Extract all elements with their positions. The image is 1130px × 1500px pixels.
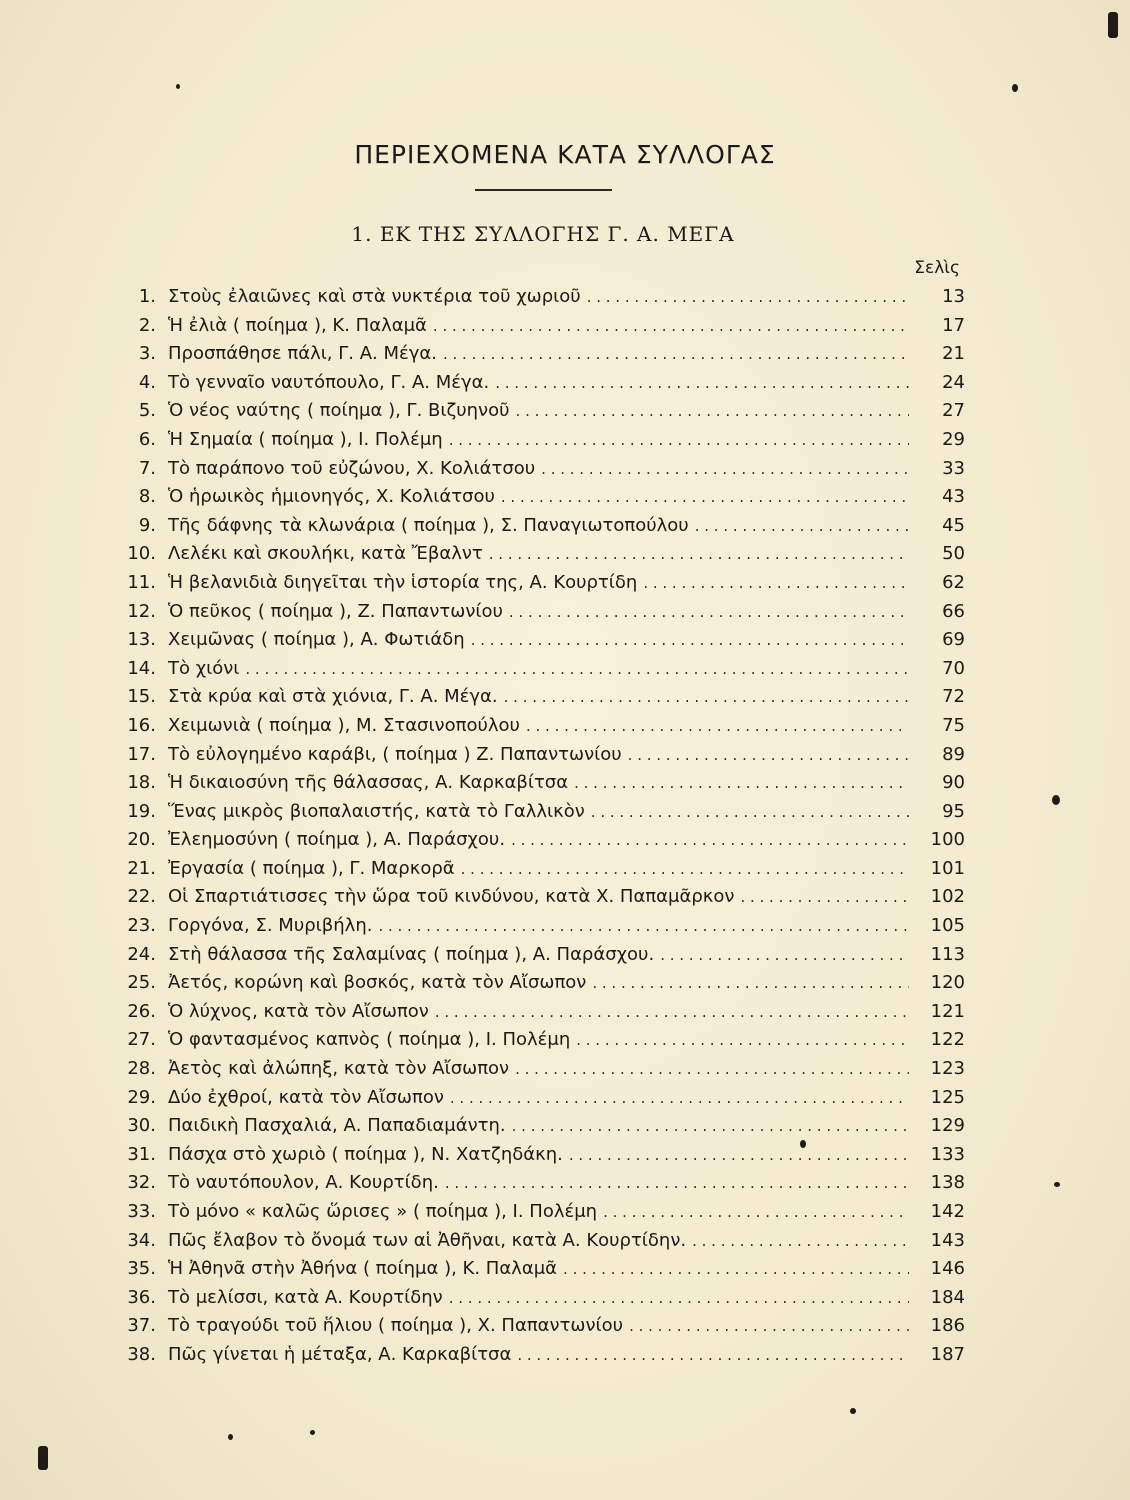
entry-number: 37. [127,1315,156,1337]
entry-number: 2. [138,314,156,336]
entry-number: 30. [127,1115,156,1137]
dot-leader [517,1346,909,1364]
dot-leader [629,1317,909,1335]
entry-title: Τὸ εὐλογημένο καράβι, ( ποίημα ) Ζ. Παπαντωνίου [168,743,622,765]
dot-leader [461,860,909,878]
entry-page-number: 101 [930,857,965,879]
entry-number: 18. [127,772,156,794]
entry-page-number: 100 [930,829,965,851]
dot-leader [516,402,909,420]
toc-entry [110,772,965,801]
entry-page-number: 29 [942,428,965,450]
entry-title: Ἐλεημοσύνη ( ποίημα ), Α. Παράσχου. [168,829,506,851]
toc-entry [110,858,965,887]
entry-number: 22. [127,886,156,908]
entry-number: 7. [138,457,156,479]
entry-page-number: 123 [930,1058,965,1080]
speck [1052,795,1060,805]
dot-leader [587,288,909,306]
title-divider [475,189,612,191]
entry-page-number: 146 [930,1258,965,1280]
entry-page-number: 62 [942,571,965,593]
toc-entry [110,1287,965,1316]
entry-number: 15. [127,686,156,708]
dot-leader [628,746,909,764]
entry-number: 34. [127,1229,156,1251]
dot-leader [471,631,909,649]
entry-title: Ὁ πεῦκος ( ποίημα ), Ζ. Παπαντωνίου [168,600,503,622]
dot-leader [450,1089,909,1107]
entry-number: 19. [127,800,156,822]
entry-number: 13. [127,629,156,651]
dot-leader [563,1260,909,1278]
dot-leader [692,1232,909,1250]
entry-number: 5. [138,400,156,422]
dot-leader [449,431,909,449]
speck [176,84,180,89]
entry-title: Τὸ μόνο « καλῶς ὥρισες » ( ποίημα ), Ι. Πολέμη [168,1201,598,1222]
entry-title: Παιδικὴ Πασχαλιά, Α. Παπαδιαμάντη. [168,1115,506,1137]
dot-leader [435,1003,909,1021]
entry-page-number: 75 [942,714,965,736]
entry-page-number: 27 [942,400,965,422]
entry-page-number: 143 [930,1229,965,1251]
entry-number: 36. [127,1286,156,1308]
toc-entry [110,372,965,401]
entry-number: 31. [127,1143,156,1165]
entry-page-number: 105 [930,915,965,937]
entry-number: 21. [127,857,156,879]
toc-entry [110,1029,965,1058]
toc-entry [110,1144,965,1173]
entry-number: 12. [127,600,156,622]
dot-leader [495,374,909,392]
speck [1054,1182,1060,1187]
entry-title: Ἕνας μικρὸς βιοπαλαιστής, κατὰ τὸ Γαλλικὸν [168,800,585,822]
toc-entry [110,829,965,858]
entry-title: Ἀετὸς καὶ ἀλώπηξ, κατὰ τὸν Αἴσωπον [168,1058,510,1080]
dot-leader [511,831,909,849]
entry-title: Στὴ θάλασσα τῆς Σαλαμίνας ( ποίημα ), Α. Παράσχου. [168,943,655,965]
entry-title: Ἡ Σημαία ( ποίημα ), Ι. Πολέμη [168,428,443,450]
dot-leader [443,345,909,363]
entry-number: 17. [127,743,156,765]
dot-leader [603,1203,909,1221]
toc-entry [110,429,965,458]
dot-leader [541,460,909,478]
entry-page-number: 120 [930,972,965,994]
entry-title: Οἱ Σπαρτιάτισσες τὴν ὥρα τοῦ κινδύνου, κατὰ Χ. Παπαμᾶρκον [168,886,735,908]
toc-entry [110,629,965,658]
entry-title: Πῶς γίνεται ἡ μέταξα, Α. Καρκαβίτσα [168,1343,512,1365]
toc-entry [110,972,965,1001]
entry-page-number: 33 [942,457,965,479]
entry-page-number: 13 [942,286,965,307]
toc-entry [110,286,965,315]
entry-title: Δύο ἐχθροί, κατὰ τὸν Αἴσωπον [168,1086,444,1108]
entry-title: Χειμωνιὰ ( ποίημα ), Μ. Στασινοπούλου [168,714,520,736]
toc-entry [110,1201,965,1230]
toc-entry [110,343,965,372]
dot-leader [512,1117,909,1135]
entry-page-number: 133 [930,1143,965,1165]
entry-title: Ὁ νέος ναύτης ( ποίημα ), Γ. Βιζυηνοῦ [168,400,510,422]
dot-leader [433,317,909,335]
entry-page-number: 129 [930,1115,965,1137]
speck [38,1446,48,1470]
entry-page-number: 113 [930,943,965,965]
dot-leader [695,517,909,535]
entry-title: Ἡ δικαιοσύνη τῆς θάλασσας, Α. Καρκαβίτσα [168,772,569,794]
entry-number: 9. [138,514,156,536]
entry-number: 26. [127,1000,156,1022]
entry-page-number: 187 [930,1343,965,1365]
entry-page-number: 43 [942,486,965,508]
dot-leader [504,688,909,706]
entry-title: Τὸ παράπονο τοῦ εὐζώνου, Χ. Κολιάτσου [168,457,536,479]
entry-page-number: 17 [942,314,965,336]
entry-title: Τὸ γενναῖο ναυτόπουλο, Γ. Α. Μέγα. [168,371,490,393]
speck [1108,12,1118,38]
entry-title: Λελέκι καὶ σκουλήκι, κατὰ Ἔβαλντ [168,543,483,565]
entry-number: 33. [127,1201,156,1222]
speck [850,1408,856,1414]
toc-entry [110,458,965,487]
dot-leader [576,1031,909,1049]
toc-entry [110,1258,965,1287]
entry-page-number: 186 [930,1315,965,1337]
toc-entry [110,486,965,515]
toc-entry [110,658,965,687]
toc-entry [110,1058,965,1087]
entry-number: 24. [127,943,156,965]
entry-number: 14. [127,657,156,679]
entry-page-number: 69 [942,629,965,651]
dot-leader [509,603,909,621]
entry-page-number: 142 [930,1201,965,1222]
entry-number: 1. [138,286,156,307]
entry-title: Τὸ τραγούδι τοῦ ἥλιου ( ποίημα ), Χ. Παπαντωνίου [168,1315,624,1337]
entry-title: Γοργόνα, Σ. Μυριβήλη. [168,915,373,937]
dot-leader [740,888,909,906]
entry-page-number: 121 [930,1000,965,1022]
entry-title: Ἐργασία ( ποίημα ), Γ. Μαρκορᾶ [168,857,455,879]
entry-page-number: 21 [942,343,965,365]
dot-leader [591,803,909,821]
entry-number: 27. [127,1029,156,1051]
toc-entry [110,744,965,773]
toc-entry [110,543,965,572]
entry-page-number: 95 [942,800,965,822]
toc-entry [110,686,965,715]
entry-title: Στοὺς ἐλαιῶνες καὶ στὰ νυκτέρια τοῦ χωριοῦ [168,286,581,307]
entry-title: Ἀετός, κορώνη καὶ βοσκός, κατὰ τὸν Αἴσωπον [168,972,587,994]
entry-number: 29. [127,1086,156,1108]
dot-leader [501,488,909,506]
entry-number: 6. [138,428,156,450]
entry-number: 35. [127,1258,156,1280]
dot-leader [569,1146,909,1164]
entry-number: 11. [127,571,156,593]
toc-entry [110,400,965,429]
entry-page-number: 122 [930,1029,965,1051]
toc-entry [110,1087,965,1116]
entry-number: 32. [127,1172,156,1194]
entry-title: Πῶς ἔλαβον τὸ ὄνομά των αἱ Ἀθῆναι, κατὰ Α. Κουρτίδην. [168,1229,687,1251]
toc-entry [110,1230,965,1259]
entry-page-number: 45 [942,514,965,536]
dot-leader [574,774,909,792]
entry-title: Πάσχα στὸ χωριὸ ( ποίημα ), Ν. Χατζηδάκη. [168,1143,563,1165]
toc-entry [110,515,965,544]
entry-title: Στὰ κρύα καὶ στὰ χιόνια, Γ. Α. Μέγα. [168,686,498,708]
entry-title: Ἡ βελανιδιὰ διηγεῖται τὴν ἱστορία της, Α. Κουρτίδη [168,571,638,593]
entry-title: Τὸ μελίσσι, κατὰ Α. Κουρτίδην [168,1286,443,1308]
entry-page-number: 24 [942,371,965,393]
dot-leader [643,574,909,592]
toc-entry [110,1172,965,1201]
speck [228,1434,233,1440]
entry-page-number: 66 [942,600,965,622]
speck [800,1140,806,1148]
page-title: ΠΕΡΙΕΧΟΜΕΝΑ ΚΑΤΑ ΣΥΛΛΟΓΑΣ [354,140,776,169]
entry-page-number: 90 [942,772,965,794]
entry-title: Ὁ ἡρωικὸς ἡμιονηγός, Χ. Κολιάτσου [168,486,495,508]
toc-entry [110,886,965,915]
entry-number: 10. [127,543,156,565]
entry-number: 25. [127,972,156,994]
toc-entry [110,915,965,944]
dot-leader [445,1174,909,1192]
entry-title: Προσπάθησε πάλι, Γ. Α. Μέγα. [168,343,437,365]
entry-title: Ἡ ἐλιὰ ( ποίημα ), Κ. Παλαμᾶ [168,314,427,336]
toc-entry [110,801,965,830]
entry-number: 8. [138,486,156,508]
speck [1012,84,1018,92]
entry-page-number: 102 [930,886,965,908]
dot-leader [449,1289,909,1307]
dot-leader [592,974,909,992]
entry-number: 16. [127,714,156,736]
dot-leader [378,917,909,935]
toc-entry [110,1115,965,1144]
entry-number: 4. [138,371,156,393]
dot-leader [660,946,909,964]
dot-leader [515,1060,909,1078]
toc-entry [110,715,965,744]
entry-title: Χειμῶνας ( ποίημα ), Α. Φωτιάδη [168,629,465,651]
entry-number: 20. [127,829,156,851]
entry-number: 28. [127,1058,156,1080]
entry-page-number: 70 [942,657,965,679]
entry-title: Τὸ χιόνι [168,657,240,679]
entry-title: Ἡ Ἀθηνᾶ στὴν Ἀθήνα ( ποίημα ), Κ. Παλαμᾶ [168,1258,558,1280]
toc-entry [110,601,965,630]
entry-number: 23. [127,915,156,937]
speck [310,1430,315,1435]
entry-page-number: 184 [930,1286,965,1308]
entry-page-number: 72 [942,686,965,708]
toc-entry [110,1315,965,1344]
toc-entry [110,315,965,344]
entry-page-number: 138 [930,1172,965,1194]
entry-title: Ὁ λύχνος, κατὰ τὸν Αἴσωπον [168,1000,429,1022]
entry-page-number: 125 [930,1086,965,1108]
dot-leader [526,717,909,735]
toc-entry [110,1344,965,1373]
toc-entry [110,1001,965,1030]
toc-entry [110,944,965,973]
entry-page-number: 89 [942,743,965,765]
dot-leader [245,660,909,678]
entry-page-number: 50 [942,543,965,565]
entry-title: Τῆς δάφνης τὰ κλωνάρια ( ποίημα ), Σ. Παναγιωτοπούλου [168,514,689,536]
table-of-contents [110,286,965,1373]
section-title: 1. ΕΚ ΤΗΣ ΣΥΛΛΟΓΗΣ Γ. Α. ΜΕΓΑ [351,222,735,246]
entry-title: Ὁ φαντασμένος καπνὸς ( ποίημα ), Ι. Πολέμη [168,1029,571,1051]
entry-number: 38. [127,1343,156,1365]
entry-title: Τὸ ναυτόπουλον, Α. Κουρτίδη. [168,1172,439,1194]
toc-entry [110,572,965,601]
page-column-header: Σελὶς [914,258,960,278]
dot-leader [489,545,909,563]
entry-number: 3. [138,343,156,365]
